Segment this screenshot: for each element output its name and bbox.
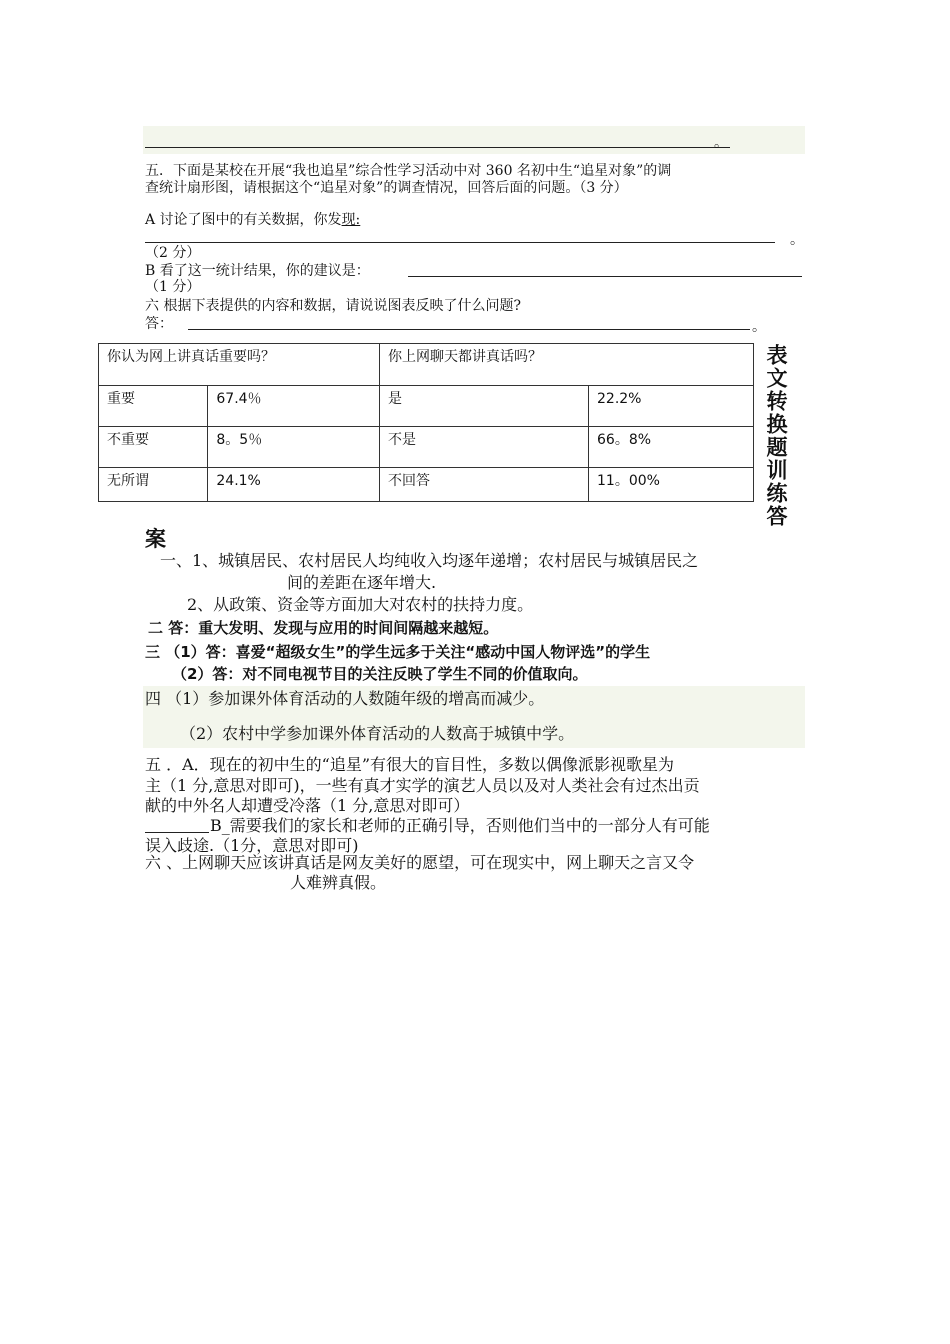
- answer-4-1: 四 （1）参加课外体育活动的人数随年级的增高而减少。: [145, 689, 545, 708]
- q6-answer-line[interactable]: [188, 329, 750, 330]
- q5-a-prompt: [145, 211, 360, 229]
- row-1-a-value: 67.4％: [208, 386, 380, 427]
- answer-5-b: B_需要我们的家长和老师的正确引导，否则他们当中的一部分人有可能: [210, 816, 710, 835]
- top-answer-area: [143, 126, 805, 154]
- row-1-b-value: 22.2%: [589, 386, 754, 427]
- answer-5-line5: 误入歧途.（1分，意思对即可): [145, 836, 359, 855]
- q5-a-score: （2 分）: [145, 245, 201, 261]
- table-row: [99, 386, 754, 427]
- q5-line1: 五．下面是某校在开展“我也追星”综合性学习活动中对 360 名初中生“追星对象”的调: [145, 163, 672, 179]
- top-answer-line: [145, 147, 730, 148]
- row-1-a-label: 重要: [99, 386, 208, 427]
- answer-5-line3: 献的中外名人却遭受冷落（1 分,意思对即可）: [145, 796, 470, 815]
- answer-3-2: （2）答：对不同电视节目的关注反映了学生不同的价值取向。: [172, 665, 588, 683]
- row-3-b-label: 不回答: [380, 468, 589, 502]
- q5-a-end: 。: [790, 232, 804, 248]
- answer-5-line2: 主（1 分,意思对即可)，一些有真才实学的演艺人员以及对人类社会有过杰出贡: [145, 776, 700, 795]
- row-2-a-label: 不重要: [99, 427, 208, 468]
- row-3-a-label: 无所谓: [99, 468, 208, 502]
- answer-3-1: 三 （1）答：喜爱“超级女生”的学生远多于关注“感动中国人物评选”的学生: [145, 643, 651, 661]
- answer-1-2: 2、从政策、资金等方面加大对农村的扶持力度。: [187, 595, 534, 614]
- answers-heading-tail: 案: [145, 527, 166, 551]
- table-question-2: 你上网聊天都讲真话吗？: [380, 344, 754, 386]
- q6-question: 六 根据下表提供的内容和数据，请说说图表反映了什么问题?: [145, 298, 521, 314]
- row-1-b-label: 是: [380, 386, 589, 427]
- survey-table: [98, 343, 754, 502]
- q6-answer-label: 答：: [145, 316, 173, 332]
- q6-answer-end: 。: [752, 319, 766, 335]
- q5-b-prompt: B 看了这一统计结果，你的建议是：: [145, 263, 370, 279]
- table-row: [99, 468, 754, 502]
- top-line-end: 。: [714, 135, 728, 151]
- side-title: 表文转换题训练答: [764, 344, 788, 528]
- table-row: [99, 427, 754, 468]
- row-2-b-value: 66。8%: [589, 427, 754, 468]
- q5-a-underlined: 现:: [341, 212, 361, 228]
- table-question-1: 你认为网上讲真话重要吗？: [99, 344, 380, 386]
- answer-2: 二 答：重大发明、发现与应用的时间间隔越来越短。: [148, 619, 499, 637]
- row-2-b-label: 不是: [380, 427, 589, 468]
- q5-b-score: （1 分）: [145, 279, 201, 295]
- q5-a-answer-line[interactable]: [145, 242, 775, 243]
- answer-6-2: 人难辨真假。: [290, 873, 387, 892]
- q5-b-answer-line[interactable]: [408, 276, 802, 277]
- q5-a-prefix: A 讨论了图中的有关数据，你发: [145, 212, 342, 228]
- row-3-a-value: 24.1%: [208, 468, 380, 502]
- answer-1-1a: 一、1、城镇居民、农村居民人均纯收入均逐年递增；农村居民与城镇居民之: [160, 551, 699, 570]
- answer-6-1: 六 、上网聊天应该讲真话是网友美好的愿望，可在现实中，网上聊天之言又令: [145, 853, 695, 872]
- answer-5-b-blank: [145, 832, 209, 833]
- row-2-a-value: 8。5％: [208, 427, 380, 468]
- answer-1-1b: 间的差距在逐年增大.: [287, 573, 437, 592]
- row-3-b-value: 11。00%: [589, 468, 754, 502]
- answer-4-2: （2）农村中学参加课外体育活动的人数高于城镇中学。: [180, 724, 575, 743]
- answer-5-line1: 五 ．A．现在的初中生的“追星”有很大的盲目性，多数以偶像派影视歌星为: [145, 755, 675, 774]
- q5-line2: 查统计扇形图，请根据这个“追星对象”的调查情况，回答后面的问题。（3 分）: [145, 180, 628, 196]
